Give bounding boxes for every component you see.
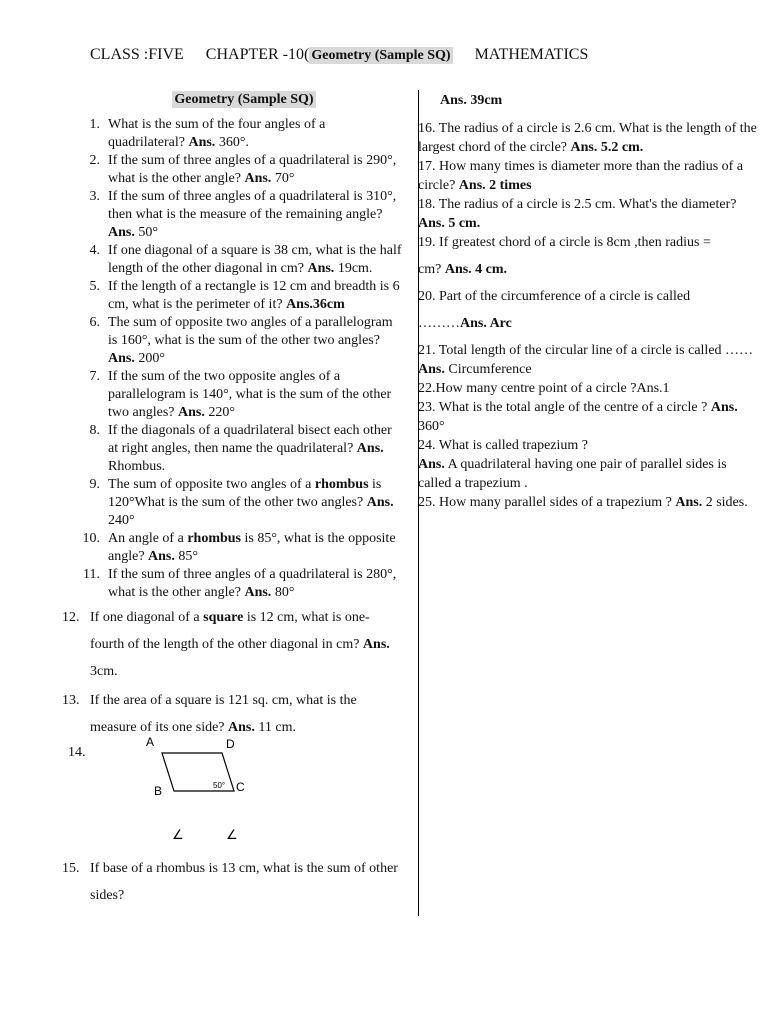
question-item: 9. The sum of opposite two angles of a rhombus is 120°What is the sum of the other two angles? Ans. 240°: [89, 477, 394, 528]
angle-symbol: ∠: [172, 827, 184, 842]
section-title: Geometry (Sample SQ): [174, 92, 314, 107]
question-item: 10. An angle of a rhombus is 85°, what is the opposite angle? Ans. 85°: [82, 531, 396, 564]
question-item: 11. If the sum of three angles of a quadrilateral is 280°, what is the other angle? Ans. 80°: [83, 567, 397, 600]
question-item: 6. The sum of opposite two angles of a parallelogram is 160°, what is the sum of the other two angles? Ans. 200°: [89, 315, 393, 366]
question-item: 16. The radius of a circle is 2.6 cm. What is the length of the largest chord of the circle? Ans. 5.2 cm.: [418, 121, 757, 155]
class-label: CLASS :FIVE: [90, 46, 184, 63]
question-list-a: [62, 116, 402, 602]
question-item: 2. If the sum of three angles of a quadrilateral is 290°, what is the other angle? Ans. 70°: [89, 153, 397, 186]
question-item: 22.How many centre point of a circle ?Ans.1: [418, 381, 670, 396]
question-item: 24. What is called trapezium ?: [418, 438, 589, 453]
vertex-label-b: B: [154, 784, 163, 798]
question-item: 15. If base of a rhombus is 13 cm, what is the sum of other sides?: [62, 861, 398, 903]
question-item: cm? Ans. 4 cm.: [418, 262, 508, 277]
question-item: 1. What is the sum of the four angles of a quadrilateral? Ans. 360°.: [89, 117, 326, 150]
left-column: [62, 92, 402, 909]
question-item: 4. If one diagonal of a square is 38 cm, what is the half length of the other diagonal in cm? Ans. 19cm.: [89, 243, 402, 276]
question-item: 17. How many times is diameter more than the radius of a circle? Ans. 2 times: [418, 159, 744, 193]
question-item: 12. If one diagonal of a square is 12 cm, what is one-fourth of the length of the other diagonal in cm? Ans. 3cm.: [62, 610, 390, 679]
question-item: 20. Part of the circumference of a circle is called: [418, 289, 691, 304]
question-item: 3. If the sum of three angles of a quadrilateral is 310°, then what is the measure of the remaining angle? Ans. 50°: [89, 189, 397, 240]
page-header: [90, 46, 588, 64]
right-column: [418, 92, 758, 512]
chapter-topic: Geometry (Sample SQ): [311, 48, 451, 63]
parallelogram-figure: [142, 735, 272, 845]
vertex-label-a: A: [146, 735, 155, 749]
chapter-label: CHAPTER -10(: [205, 46, 310, 63]
question-item: 7. If the sum of the two opposite angles of a parallelogram is 140°, what is the sum of the other two angles? Ans. 220°: [89, 369, 392, 420]
question-item: 5. If the length of a rectangle is 12 cm and breadth is 6 cm, what is the perimeter of it? Ans.36cm: [89, 279, 400, 312]
question-item: ………Ans. Arc: [418, 316, 512, 331]
question-list-b: [62, 604, 402, 909]
angle-c-label: 50°: [213, 781, 226, 790]
angle-symbol: ∠: [226, 827, 238, 842]
question-item: 23. What is the total angle of the centre of a circle ? Ans. 360°: [418, 400, 738, 434]
vertex-label-c: C: [236, 780, 245, 794]
subject-label: MATHEMATICS: [474, 46, 589, 63]
question-item: 19. If greatest chord of a circle is 8cm ,then radius =: [418, 235, 711, 250]
question-item: 13. If the area of a square is 121 sq. cm, what is the measure of its one side? Ans. 11 cm.: [62, 693, 357, 735]
question-item: 21. Total length of the circular line of a circle is called ……Ans. Circumference: [418, 343, 754, 377]
answer-item: Ans. A quadrilateral having one pair of parallel sides is called a trapezium .: [418, 457, 727, 491]
question-14-figure: 14. A D B C 50° ∠ ∠: [62, 743, 402, 853]
answer-15: Ans. 39cm: [440, 93, 503, 108]
vertex-label-d: D: [226, 737, 235, 751]
question-item: 18. The radius of a circle is 2.5 cm. What's the diameter? Ans. 5 cm.: [418, 197, 737, 231]
question-item: 25. How many parallel sides of a trapezium ? Ans. 2 sides.: [418, 495, 748, 510]
question-item: 8. If the diagonals of a quadrilateral bisect each other at right angles, then name the quadrilateral? Ans. Rhombus.: [89, 423, 392, 474]
